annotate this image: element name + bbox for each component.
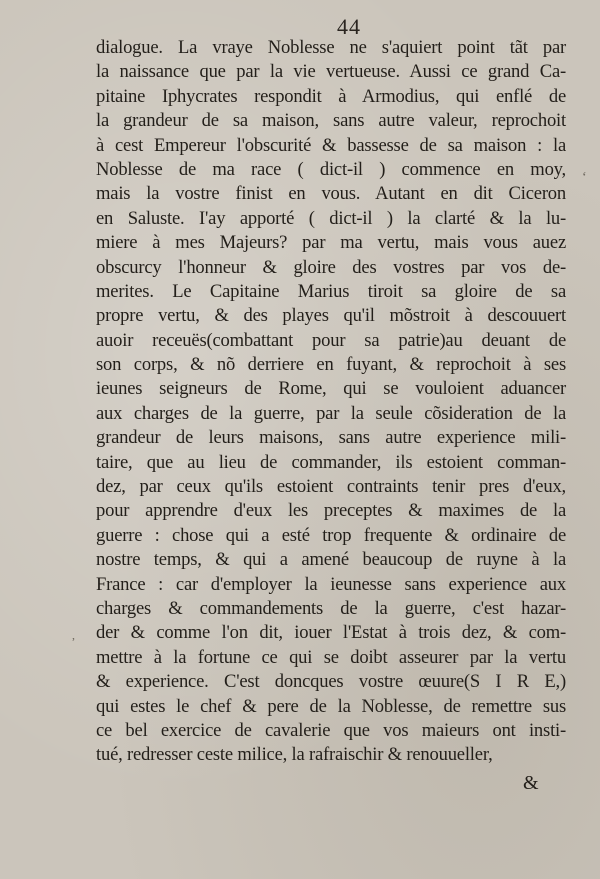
text-line: charges & commandements de la guerre, c'est hazar- xyxy=(96,597,566,619)
text-line: la naissance que par la vie vertueuse. Aussi ce grand Ca- xyxy=(96,61,566,83)
text-line: pour apprendre d'eux les preceptes & maximes de la xyxy=(96,500,566,522)
text-line: ce bel exercice de cavalerie que vos maieurs ont insti- xyxy=(96,719,566,741)
text-line: dez, par ceux qu'ils estoient contraints tenir pres d'eux, xyxy=(96,476,566,498)
text-line: guerre : chose qui a esté trop frequente & ordinaire de xyxy=(96,524,566,546)
page-number: 44 xyxy=(337,14,361,39)
text-line: propre vertu, & des playes qu'il mõstroit à descouuert xyxy=(96,305,566,327)
text-line: miere à mes Majeurs? par ma vertu, mais vous auez xyxy=(96,232,566,254)
text-line: obscurcy l'honneur & gloire des vostres par vos de- xyxy=(96,256,566,278)
text-line: der & comme l'on dit, iouer l'Estat à trois dez, & com- xyxy=(96,622,566,644)
text-line: qui estes le chef & pere de la Noblesse, de remettre sus xyxy=(96,695,566,717)
text-line: & experience. C'est doncques vostre œuure(S I R E,) xyxy=(96,671,566,693)
text-line: dialogue. La vraye Noblesse ne s'aquiert point tãt par xyxy=(96,37,566,58)
text-line: nostre temps, & qui a amené beaucoup de ruyne à la xyxy=(96,549,566,571)
body-text xyxy=(96,36,566,768)
catchword: & xyxy=(523,772,539,794)
text-line: ieunes seigneurs de Rome, qui se vouloient aduancer xyxy=(96,378,566,400)
text-line: en Saluste. I'ay apporté ( dict-il ) la clarté & la lu- xyxy=(96,207,566,229)
margin-speck: , xyxy=(72,628,75,642)
text-line: mais la vostre finist en vous. Autant en dit Ciceron xyxy=(96,183,566,205)
text-line: grandeur de leurs maisons, sans autre experience mili- xyxy=(96,427,566,449)
text-line: la grandeur de sa maison, sans autre valeur, reprochoit xyxy=(96,110,566,132)
text-line: à cest Empereur l'obscurité & bassesse de sa maison : la xyxy=(96,134,566,156)
text-line: pitaine Iphycrates respondit à Armodius, qui enflé de xyxy=(96,85,566,107)
text-line: merites. Le Capitaine Marius tiroit sa gloire de sa xyxy=(96,280,566,302)
text-line: France : car d'employer la ieunesse sans experience aux xyxy=(96,573,566,595)
margin-speck: ‘ xyxy=(582,170,587,185)
text-line: tué, redresser ceste milice, la rafraischir & renouueller, xyxy=(96,744,493,766)
text-line: mettre à la fortune ce qui se doibt asseurer par la vertu xyxy=(96,646,566,668)
text-line: taire, que au lieu de commander, ils estoient comman- xyxy=(96,451,566,473)
text-line: son corps, & nõ derriere en fuyant, & reprochoit à ses xyxy=(96,354,566,376)
text-line: Noblesse de ma race ( dict-il ) commence en moy, xyxy=(96,158,566,180)
text-line: auoir receuës(combattant pour sa patrie)au deuant de xyxy=(96,329,566,351)
text-line: aux charges de la guerre, par la seule cõsideration de la xyxy=(96,402,566,424)
